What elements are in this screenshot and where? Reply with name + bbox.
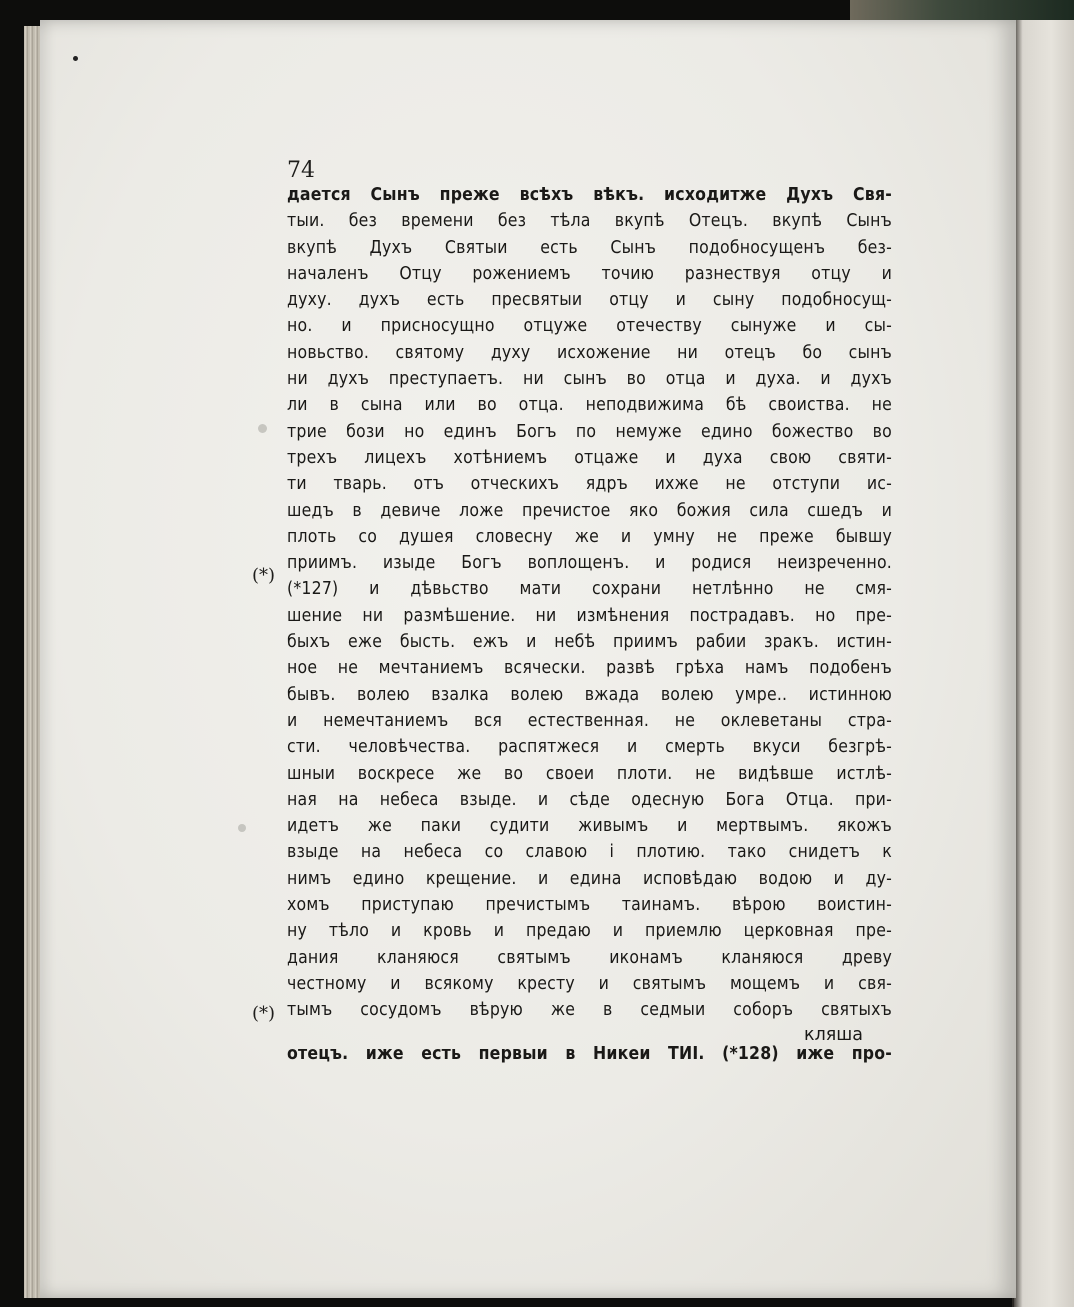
text-line: шедъ в девиче ложе пречистое яко божия сила сшедъ и xyxy=(287,500,892,521)
text-line: нимъ едино крещение. и едина исповѣдаю водою и ду- xyxy=(287,868,892,889)
paper-speck xyxy=(238,824,246,832)
text-line: ти тварь. отъ отческихъ ядръ ихже не отступи ис- xyxy=(287,474,892,495)
text-line: началенъ Отцу рожениемъ точию разнествуя отцу и xyxy=(287,263,892,284)
page-number: 74 xyxy=(287,158,315,183)
margin-note-1: (*) xyxy=(252,565,276,586)
text-line: дания кланяюся святымъ иконамъ кланяюся древу xyxy=(287,947,892,968)
text-line: духу. духъ есть пресвятыи отцу и сыну подобносущ- xyxy=(287,290,892,311)
text-line: отецъ. иже есть первыи в Никеи ТИI. (*128) иже про- xyxy=(287,1043,892,1064)
margin-note-2: (*) xyxy=(252,1003,276,1024)
text-line: ли в сына или во отца. неподвижима бѣ своиства. не xyxy=(287,395,892,416)
page-text xyxy=(287,182,892,1067)
text-line: ну тѣло и кровь и предаю и приемлю церковная пре- xyxy=(287,921,892,942)
text-line: ная на небеса взыде. и сѣде одесную Бога Отца. при- xyxy=(287,789,892,810)
text-line: тымъ сосудомъ вѣрую же в седмыи соборъ святыхъ xyxy=(287,1000,892,1021)
text-line: шныи воскресе же во своеи плоти. не видѣвше истлѣ- xyxy=(287,763,892,784)
paper-speck xyxy=(258,424,267,433)
text-line: тыи. без времени без тѣла вкупѣ Отецъ. вкупѣ Сынъ xyxy=(287,211,892,232)
text-line: честному и всякому кресту и святымъ мощемъ и свя- xyxy=(287,973,892,994)
text-line: плоть со душея словесну же и умну не преже бывшу xyxy=(287,526,892,547)
text-line: бывъ. волею взалка волею вжада волею умре.. истинною xyxy=(287,684,892,705)
text-line: дается Сынъ преже всѣхъ вѣкъ. исходитже Духъ Свя- xyxy=(287,185,892,205)
book-spine-strip xyxy=(850,0,1074,22)
text-line: ни духъ преступаетъ. ни сынъ во отца и духа. и духъ xyxy=(287,369,892,390)
text-line: сти. человѣчества. распятжеся и смерть вкуси безгрѣ- xyxy=(287,737,892,758)
text-line: но. и присносущно отцуже отечеству сынуже и сы- xyxy=(287,316,892,337)
text-line: идетъ же паки судити живымъ и мертвымъ. якожъ xyxy=(287,816,892,837)
text-line: вкупѣ Духъ Святыи есть Сынъ подобносущенъ без- xyxy=(287,237,892,258)
text-line: трехъ лицехъ хотѣниемъ отцаже и духа свою святи- xyxy=(287,447,892,468)
text-line: быхъ еже бысть. ежъ и небѣ приимъ рабии зракъ. истин- xyxy=(287,632,892,653)
text-line: ное не мечтаниемъ всячески. развѣ грѣха намъ подобенъ xyxy=(287,658,892,679)
text-line: (*127) и дѣвьство мати сохрани нетлѣнно не смя- xyxy=(287,579,892,600)
catchword: кляша xyxy=(804,1025,864,1045)
adjacent-page-edge xyxy=(1012,20,1074,1307)
text-line: новьство. святому духу исхожение ни отецъ бо сынъ xyxy=(287,342,892,363)
text-line: взыде на небеса со славою і плотию. тако снидетъ к xyxy=(287,842,892,863)
text-line: и немечтаниемъ вся естественная. не оклеветаны стра- xyxy=(287,710,892,731)
ink-dot xyxy=(73,56,78,61)
text-line: шение ни размѣшение. ни измѣнения пострадавъ. но пре- xyxy=(287,605,892,626)
text-line: хомъ приступаю пречистымъ таинамъ. вѣрою воистин- xyxy=(287,895,892,916)
text-line: трие бози но единъ Богъ по немуже едино божество во xyxy=(287,421,892,442)
text-line: приимъ. изыде Богъ воплощенъ. и родися неизреченно. xyxy=(287,553,892,574)
